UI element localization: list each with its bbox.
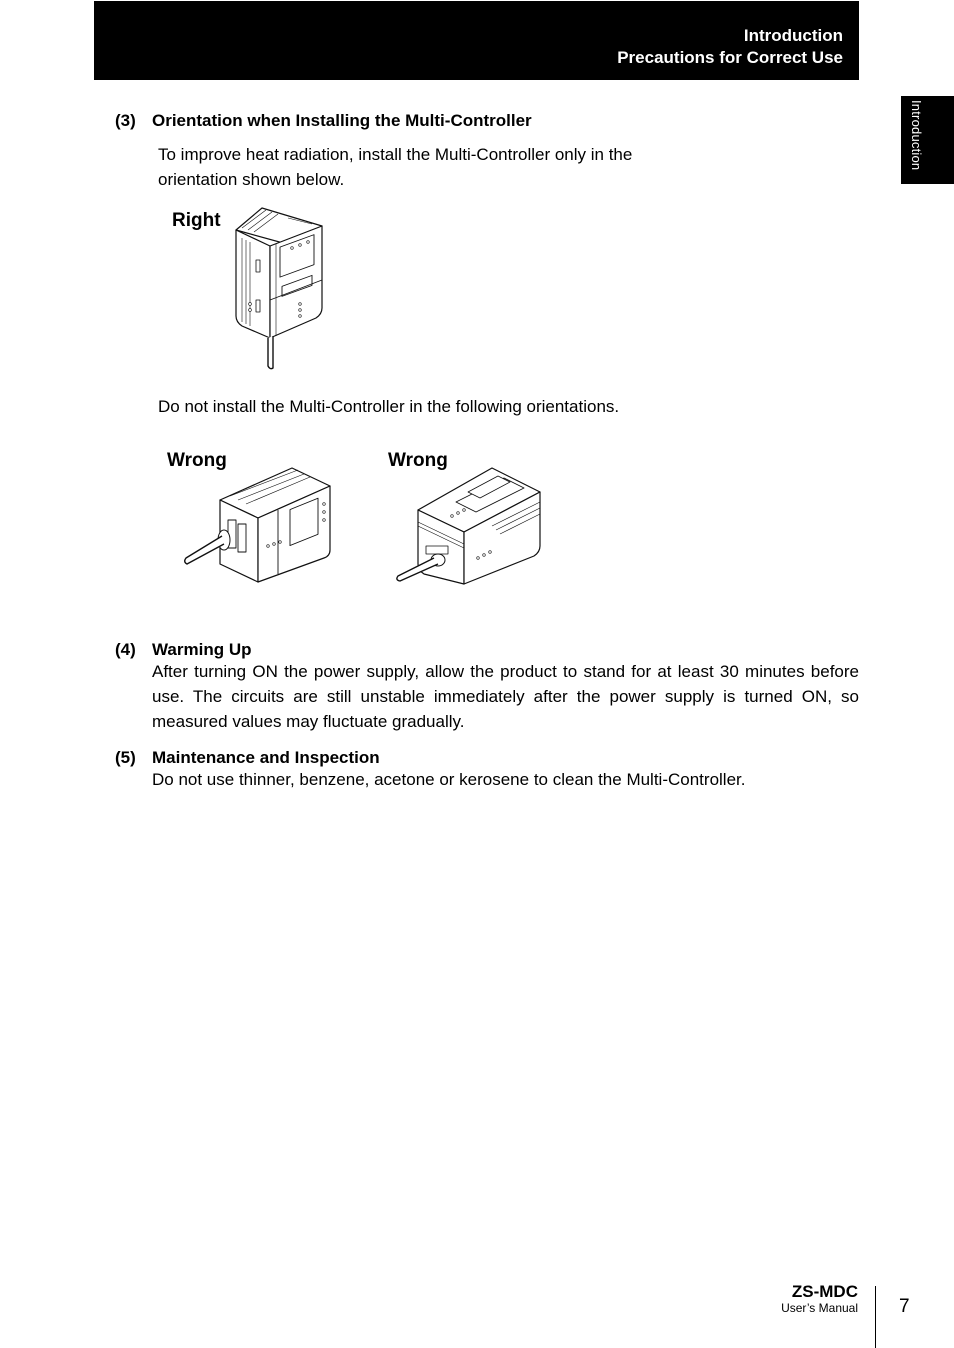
controller-flat-illustration bbox=[392, 466, 544, 588]
footer-divider bbox=[875, 1286, 876, 1348]
section-number: (5) bbox=[115, 748, 136, 767]
section-number: (4) bbox=[115, 640, 136, 659]
warming-body: After turning ON the power supply, allow the product to stand for at least 30 minutes before use. The circuits are still unstable immediately after the power supply is turned ON, so measured values may fluctuate gradually. bbox=[152, 662, 859, 731]
chapter-tab-label: Introduction bbox=[909, 100, 924, 171]
controller-side-illustration bbox=[180, 466, 336, 588]
section-title: Orientation when Installing the Multi-Controller bbox=[152, 111, 532, 130]
section-title: Warming Up bbox=[152, 640, 252, 659]
section-title: Maintenance and Inspection bbox=[152, 748, 380, 767]
header-chapter: Introduction bbox=[743, 26, 843, 45]
orientation-intro: To improve heat radiation, install the Multi-Controller only in the orientation shown below. bbox=[158, 145, 633, 189]
orientation-warning: Do not install the Multi-Controller in the following orientations. bbox=[158, 397, 620, 416]
page-header bbox=[94, 1, 859, 80]
footer-manual-label: User’s Manual bbox=[781, 1301, 858, 1315]
right-label: Right bbox=[172, 210, 221, 231]
section-number: (3) bbox=[115, 111, 136, 130]
controller-upright-illustration bbox=[228, 204, 328, 372]
chapter-tab bbox=[901, 96, 954, 184]
wrong-label-1: Wrong bbox=[167, 450, 227, 471]
footer-model: ZS-MDC bbox=[791, 1282, 858, 1301]
maintenance-body: Do not use thinner, benzene, acetone or kerosene to clean the Multi-Controller. bbox=[152, 770, 746, 789]
header-section: Precautions for Correct Use bbox=[617, 48, 843, 67]
wrong-label-2: Wrong bbox=[388, 450, 448, 471]
page-number: 7 bbox=[899, 1296, 910, 1317]
